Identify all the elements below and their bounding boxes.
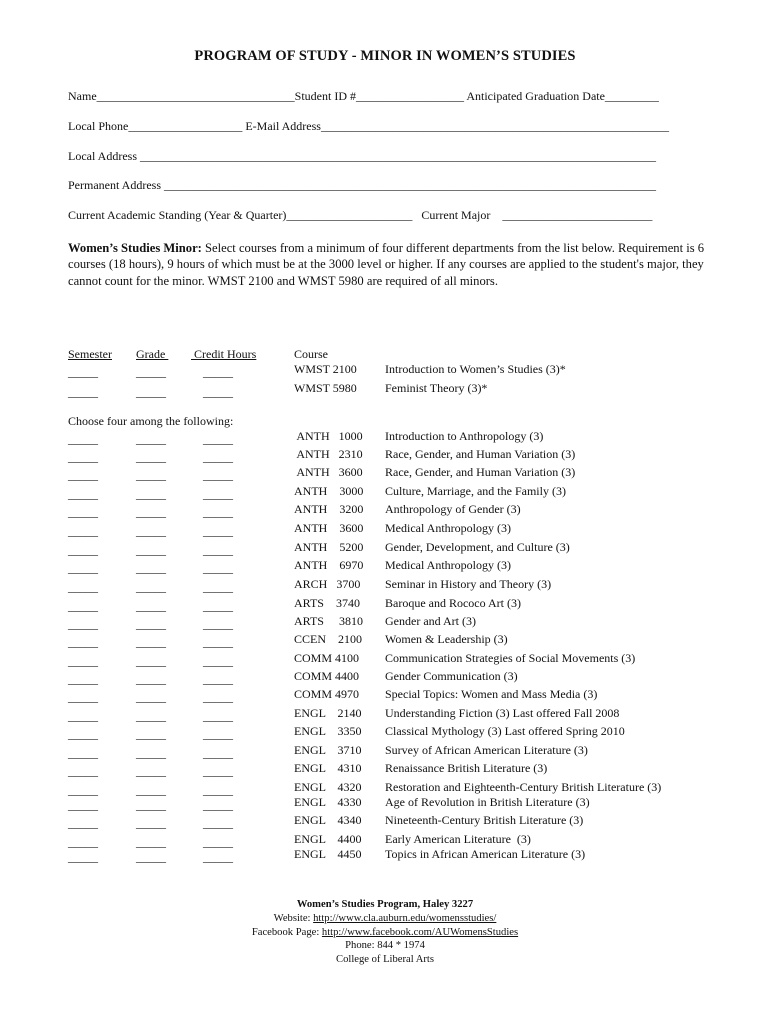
website-link[interactable]: http://www.cla.auburn.edu/womensstudies/ — [313, 912, 497, 924]
semester-blank[interactable]: _____ — [68, 835, 98, 849]
credit-hours-blank[interactable]: _____ — [203, 709, 233, 723]
course-description: Topics in African American Literature (3) — [385, 847, 586, 861]
grade-blank[interactable]: _____ — [136, 524, 166, 538]
grade-blank[interactable]: _____ — [136, 543, 166, 557]
grade-blank[interactable]: _____ — [136, 746, 166, 760]
course-code: COMM 4100 — [294, 651, 360, 665]
semester-blank[interactable]: _____ — [68, 672, 98, 686]
grade-blank[interactable]: _____ — [136, 835, 166, 849]
grade-blank[interactable]: _____ — [136, 385, 166, 399]
grade-blank[interactable]: _____ — [136, 816, 166, 830]
standing-major-line[interactable]: Current Academic Standing (Year & Quarter)_____________________ Current Major _________________________ — [68, 208, 653, 222]
minor-description — [68, 240, 708, 289]
credit-hours-blank[interactable]: _____ — [203, 468, 233, 482]
semester-blank[interactable]: _____ — [68, 654, 98, 668]
footer-phone: Phone: 844 * 1974 — [345, 940, 425, 952]
course-code: WMST 5980 — [294, 381, 357, 395]
course-code: ANTH 3000 — [294, 484, 364, 498]
course-code: COMM 4400 — [294, 669, 360, 683]
course-code: ENGL 4450 — [294, 847, 362, 861]
course-description: Classical Mythology (3) Last offered Spring 2010 — [385, 724, 625, 738]
credit-hours-blank[interactable]: _____ — [203, 487, 233, 501]
grade-blank[interactable]: _____ — [136, 561, 166, 575]
credit-hours-blank[interactable]: _____ — [203, 365, 233, 379]
semester-blank[interactable]: _____ — [68, 505, 98, 519]
semester-blank[interactable]: _____ — [68, 709, 98, 723]
semester-header: Semester — [68, 347, 112, 361]
course-code: ENGL 4310 — [294, 761, 362, 775]
semester-blank[interactable]: _____ — [68, 746, 98, 760]
semester-blank[interactable]: _____ — [68, 365, 98, 379]
grade-blank[interactable]: _____ — [136, 764, 166, 778]
semester-blank[interactable]: _____ — [68, 450, 98, 464]
course-code: ANTH 3200 — [294, 502, 364, 516]
course-code: CCEN 2100 — [294, 632, 363, 646]
course-description: Communication Strategies of Social Movements (3) — [385, 651, 636, 665]
course-code: ENGL 4320 — [294, 780, 362, 794]
course-description: Restoration and Eighteenth-Century British Literature (3) — [385, 780, 662, 794]
credit-hours-header: Credit Hours — [191, 347, 257, 361]
semester-blank[interactable]: _____ — [68, 432, 98, 446]
course-description: Gender Communication (3) — [385, 669, 518, 683]
grade-blank[interactable]: _____ — [136, 654, 166, 668]
credit-hours-blank[interactable]: _____ — [203, 816, 233, 830]
credit-hours-blank[interactable]: _____ — [203, 850, 233, 864]
course-code: ANTH 6970 — [294, 558, 364, 572]
course-code: ENGL 4330 — [294, 795, 362, 809]
permanent-address-line[interactable]: Permanent Address __________________________________________________________________________________ — [68, 178, 656, 192]
course-description: Survey of African American Literature (3) — [385, 743, 588, 757]
grade-blank[interactable]: _____ — [136, 850, 166, 864]
grade-blank[interactable]: _____ — [136, 580, 166, 594]
grade-blank[interactable]: _____ — [136, 487, 166, 501]
course-code: ANTH 3600 — [294, 521, 364, 535]
semester-blank[interactable]: _____ — [68, 599, 98, 613]
grade-blank[interactable]: _____ — [136, 783, 166, 797]
course-description: Special Topics: Women and Mass Media (3) — [385, 687, 598, 701]
course-header: Course — [294, 347, 328, 361]
grade-blank[interactable]: _____ — [136, 599, 166, 613]
local-address-line[interactable]: Local Address ______________________________________________________________________________________ — [68, 149, 656, 163]
credit-hours-blank[interactable]: _____ — [203, 672, 233, 686]
course-description: Age of Revolution in British Literature (3) — [385, 795, 590, 809]
course-description: Feminist Theory (3)* — [385, 381, 488, 395]
choose-label: Choose four among the following: — [68, 414, 234, 428]
semester-blank[interactable]: _____ — [68, 798, 98, 812]
footer-program: Women’s Studies Program, Haley 3227 — [296, 899, 474, 910]
course-code: ENGL 4400 — [294, 832, 362, 846]
grade-blank[interactable]: _____ — [136, 709, 166, 723]
course-description: Race, Gender, and Human Variation (3) — [385, 465, 576, 479]
credit-hours-blank[interactable]: _____ — [203, 580, 233, 594]
minor-requirements-text: Select courses from a minimum of four different departments from the list below. Requirement is 6 courses (18 hours), 9 hours of which must be at the 3000 level or higher. If any courses are applied to the student's major, they cannot count for the minor. WMST 2100 and WMST 5980 are required of all minors. — [68, 241, 705, 288]
course-description: Gender and Art (3) — [385, 614, 476, 628]
semester-blank[interactable]: _____ — [68, 635, 98, 649]
grade-blank[interactable]: _____ — [136, 798, 166, 812]
grade-blank[interactable]: _____ — [136, 450, 166, 464]
grade-blank[interactable]: _____ — [136, 505, 166, 519]
grade-blank[interactable]: _____ — [136, 727, 166, 741]
semester-blank[interactable]: _____ — [68, 816, 98, 830]
grade-blank[interactable]: _____ — [136, 617, 166, 631]
course-code: ENGL 3350 — [294, 724, 362, 738]
footer-college: College of Liberal Arts — [336, 954, 434, 966]
course-code: ANTH 5200 — [294, 540, 364, 554]
course-description: Anthropology of Gender (3) — [385, 502, 521, 516]
semester-blank[interactable]: _____ — [68, 487, 98, 501]
course-code: WMST 2100 — [294, 362, 357, 376]
name-id-graduation-line[interactable]: Name_________________________________Student ID #__________________ Anticipated Graduation Date_________ — [68, 89, 659, 103]
semester-blank[interactable]: _____ — [68, 783, 98, 797]
credit-hours-blank[interactable]: _____ — [203, 561, 233, 575]
semester-blank[interactable]: _____ — [68, 524, 98, 538]
course-code: ANTH 3600 — [294, 465, 363, 479]
facebook-link[interactable]: http://www.facebook.com/AUWomensStudies — [321, 926, 519, 938]
semester-blank[interactable]: _____ — [68, 850, 98, 864]
course-description: Gender, Development, and Culture (3) — [385, 540, 570, 554]
credit-hours-blank[interactable]: _____ — [203, 385, 233, 399]
credit-hours-blank[interactable]: _____ — [203, 746, 233, 760]
course-description: Seminar in History and Theory (3) — [385, 577, 552, 591]
course-description: Understanding Fiction (3) Last offered Fall 2008 — [385, 706, 620, 720]
course-code: ARTS 3740 — [294, 596, 360, 610]
footer-website — [0, 912, 770, 926]
course-code: ANTH 2310 — [294, 447, 363, 461]
semester-blank[interactable]: _____ — [68, 385, 98, 399]
course-code: ENGL 2140 — [294, 706, 362, 720]
credit-hours-blank[interactable]: _____ — [203, 727, 233, 741]
course-description: Early American Literature (3) — [385, 832, 531, 846]
credit-hours-blank[interactable]: _____ — [203, 505, 233, 519]
semester-blank[interactable]: _____ — [68, 617, 98, 631]
semester-blank[interactable]: _____ — [68, 561, 98, 575]
facebook-label: Facebook Page: — [251, 926, 322, 938]
credit-hours-blank[interactable]: _____ — [203, 835, 233, 849]
course-code: ARTS 3810 — [294, 614, 363, 628]
credit-hours-blank[interactable]: _____ — [203, 617, 233, 631]
credit-hours-blank[interactable]: _____ — [203, 764, 233, 778]
course-description: Culture, Marriage, and the Family (3) — [385, 484, 566, 498]
credit-hours-blank[interactable]: _____ — [203, 599, 233, 613]
course-description: Medical Anthropology (3) — [385, 558, 511, 572]
credit-hours-blank[interactable]: _____ — [203, 450, 233, 464]
course-description: Baroque and Rococo Art (3) — [385, 596, 521, 610]
course-description: Medical Anthropology (3) — [385, 521, 511, 535]
course-description: Nineteenth-Century British Literature (3) — [385, 813, 584, 827]
course-description: Introduction to Anthropology (3) — [385, 429, 544, 443]
semester-blank[interactable]: _____ — [68, 764, 98, 778]
credit-hours-blank[interactable]: _____ — [203, 524, 233, 538]
grade-blank[interactable]: _____ — [136, 672, 166, 686]
semester-blank[interactable]: _____ — [68, 690, 98, 704]
grade-blank[interactable]: _____ — [136, 468, 166, 482]
semester-blank[interactable]: _____ — [68, 580, 98, 594]
page-title: PROGRAM OF STUDY - MINOR IN WOMEN’S STUDIES — [194, 48, 576, 64]
semester-blank[interactable]: _____ — [68, 727, 98, 741]
course-code: COMM 4970 — [294, 687, 360, 701]
grade-blank[interactable]: _____ — [136, 365, 166, 379]
footer — [0, 898, 770, 967]
course-description: Race, Gender, and Human Variation (3) — [385, 447, 576, 461]
phone-email-line[interactable]: Local Phone___________________ E-Mail Address__________________________________________________________ — [68, 119, 669, 133]
credit-hours-blank[interactable]: _____ — [203, 635, 233, 649]
grade-blank[interactable]: _____ — [136, 635, 166, 649]
course-code: ENGL 3710 — [294, 743, 362, 757]
course-description: Introduction to Women’s Studies (3)* — [385, 362, 566, 376]
grade-blank[interactable]: _____ — [136, 432, 166, 446]
credit-hours-blank[interactable]: _____ — [203, 690, 233, 704]
credit-hours-blank[interactable]: _____ — [203, 798, 233, 812]
course-code: ENGL 4340 — [294, 813, 362, 827]
grade-blank[interactable]: _____ — [136, 690, 166, 704]
footer-facebook — [0, 926, 770, 940]
semester-blank[interactable]: _____ — [68, 543, 98, 557]
credit-hours-blank[interactable]: _____ — [203, 432, 233, 446]
website-label: Website: — [273, 912, 314, 924]
grade-header: Grade — [136, 347, 169, 361]
course-description: Women & Leadership (3) — [385, 632, 508, 646]
minor-label: Women’s Studies Minor: — [68, 241, 202, 255]
credit-hours-blank[interactable]: _____ — [203, 543, 233, 557]
course-description: Renaissance British Literature (3) — [385, 761, 548, 775]
course-code: ARCH 3700 — [294, 577, 361, 591]
course-code: ANTH 1000 — [294, 429, 363, 443]
semester-blank[interactable]: _____ — [68, 468, 98, 482]
credit-hours-blank[interactable]: _____ — [203, 654, 233, 668]
credit-hours-blank[interactable]: _____ — [203, 783, 233, 797]
